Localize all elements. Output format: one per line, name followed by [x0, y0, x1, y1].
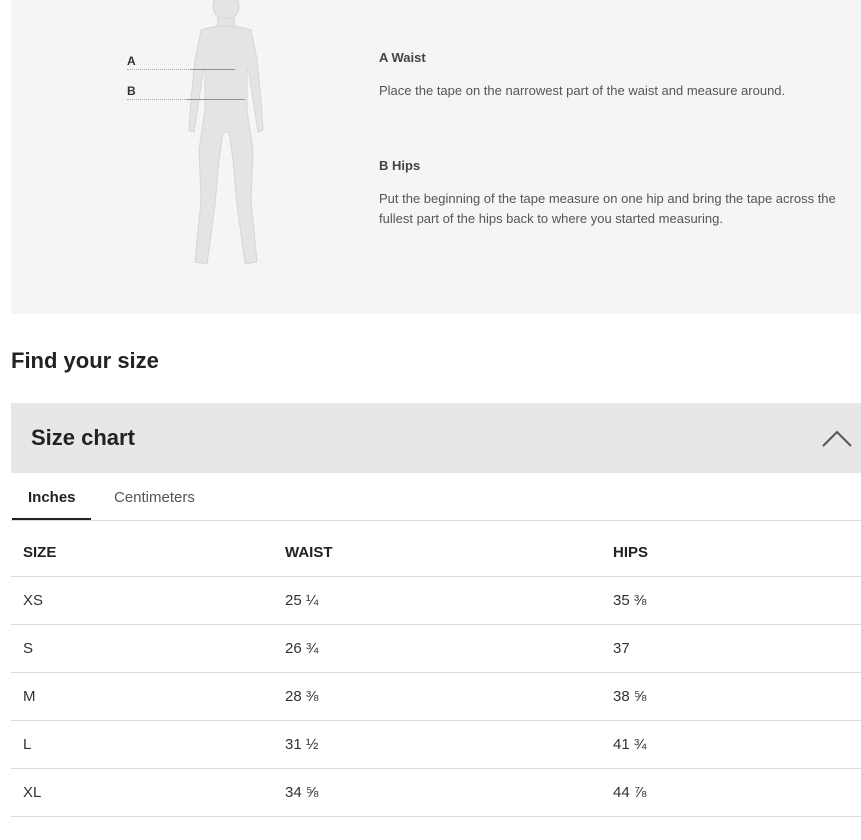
table-row	[11, 577, 861, 625]
active-tab-indicator	[12, 518, 91, 520]
waist-text: Place the tape on the narrowest part of the waist and measure around.	[379, 83, 786, 98]
column-header-hips: HIPS	[601, 528, 861, 577]
waist-cell: 28 ⅜	[273, 673, 601, 721]
tab-inches[interactable]: Inches	[28, 489, 76, 506]
hips-cell: 38 ⅝	[601, 673, 861, 721]
size-cell: L	[11, 721, 273, 769]
size-chart-accordion-header[interactable]	[11, 403, 861, 473]
measurement-guide	[11, 0, 861, 314]
size-cell: XL	[11, 769, 273, 817]
waist-heading: A Waist	[379, 50, 426, 65]
waist-cell: 34 ⅝	[273, 769, 601, 817]
hips-cell: 37	[601, 625, 861, 673]
hips-text: Put the beginning of the tape measure on one hip and bring the tape across the fullest part of the hips back to where you started measuring.	[379, 191, 836, 226]
waist-cell: 31 ½	[273, 721, 601, 769]
table-row	[11, 625, 861, 673]
hips-cell: 41 ¾	[601, 721, 861, 769]
size-chart-title: Size chart	[31, 425, 135, 450]
hips-cell: 35 ⅜	[601, 577, 861, 625]
marker-b-label: B	[127, 84, 136, 98]
column-header-waist: WAIST	[273, 528, 601, 577]
size-cell: M	[11, 673, 273, 721]
table-header-row	[11, 528, 861, 577]
unit-tabs	[11, 473, 861, 521]
waist-cell: 25 ¼	[273, 577, 601, 625]
waist-instruction	[379, 50, 854, 101]
column-header-size: SIZE	[11, 528, 273, 577]
tab-centimeters[interactable]: Centimeters	[114, 489, 195, 506]
table-row	[11, 721, 861, 769]
hips-cell: 44 ⅞	[601, 769, 861, 817]
table-row	[11, 673, 861, 721]
find-your-size-heading: Find your size	[11, 348, 159, 373]
table-row	[11, 769, 861, 817]
size-cell: S	[11, 625, 273, 673]
waist-cell: 26 ¾	[273, 625, 601, 673]
body-silhouette	[171, 0, 281, 270]
size-cell: XS	[11, 577, 273, 625]
marker-a-label: A	[127, 54, 136, 68]
chevron-up-icon[interactable]	[821, 428, 853, 448]
size-table	[11, 528, 861, 817]
hips-heading: B Hips	[379, 158, 421, 173]
waist-tape-line	[191, 69, 235, 70]
hips-instruction	[379, 158, 854, 229]
hips-tape-line	[187, 99, 245, 100]
